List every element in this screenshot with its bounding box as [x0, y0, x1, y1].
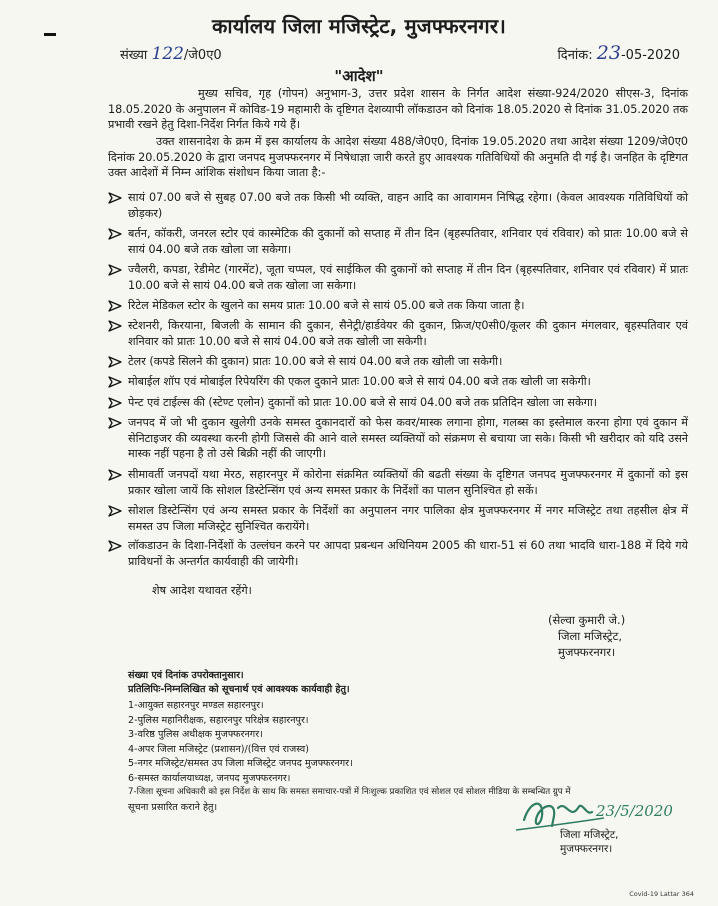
- number-suffix: /जे0ए0: [183, 48, 222, 63]
- closing-line: शेष आदेश यथावत रहेंगे।: [152, 584, 252, 597]
- copy-ref-line: संख्या एवं दिनांक उपरोक्तानुसार।: [128, 670, 244, 681]
- bullet-arrow-icon: [108, 300, 122, 312]
- signatory-place: मुजफ्फरनगर।: [558, 645, 616, 659]
- copy-list-item: 7-जिला सूचना अधिकारी को इस निर्देश के साथ कि समस्त समाचार-पत्रों में निःशुल्क प्रकाशित एवं सोशल एवं सोशल मीडिया के सम्बन्धित ग्रुप में: [128, 787, 571, 797]
- bullet-arrow-icon: [108, 417, 122, 429]
- copy-list-item: 2-पुलिस महानिरीक्षक, सहारनपुर परिक्षेत्र सहारनपुर।: [128, 714, 309, 726]
- intro-paragraph-2: उक्त शासनादेश के क्रम में इस कार्यालय के आदेश संख्या 488/जे0ए0, दिनांक 19.05.2020 तथा आदेश संख्या 1209/जे0ए0 दिनांक 20.05.2020 के द्वारा जनपद मुजफ्फरनगर में निषेधाज्ञा जारी करते हुए आवश्यक गतिविधियों की अनुमति दी गई है। जनहित के दृष्टिगत उक्त आदेशों में निम्न आंशिक संशोधन किया जाता है:-: [108, 135, 688, 179]
- bullet-item: टेलर (कपडे सिलने की दुकान) प्रातः 10.00 बजे से सायं 04.00 बजे तक खोली जा सकेगी।: [128, 355, 503, 368]
- copy-list-item: 6-समस्त कार्यालयाध्यक्ष, जनपद मुजफ्फरनगर।: [128, 772, 291, 784]
- signatory2-designation: जिला मजिस्ट्रेट,: [560, 829, 619, 841]
- bullet-arrow-icon: [108, 469, 122, 481]
- signatory-designation: जिला मजिस्ट्रेट,: [558, 629, 623, 643]
- order-number: [120, 44, 222, 64]
- bullet-item: ज्वैलरी, कपडा, रेडीमेट (गारमेंट), जूता चप्पल, एवं साईकिल की दुकानों को सप्ताह में तीन दिन (बृहस्पतिवार, शनिवार एवं रविवार) में प्रातः 10.00 बजे से सायं 04.00 बजे तक खोला जा सकेगा।: [128, 263, 688, 292]
- bullet-arrow-icon: [108, 264, 122, 276]
- bullet-item: स्टेशनरी, किरयाना, बिजली के सामान की दुकान, सैनेट्री/हार्डवेयर की दुकान, फ्रिज/ए0सी0/कूलर की दुकान मंगलवार, बृहस्पतिवार एवं शनिवार को प्रातः 10.00 बजे से सायं 04.00 बजे तक खोली जा सकेगी।: [128, 319, 688, 348]
- signature-date-handwritten: 23/5/2020: [596, 802, 673, 820]
- bullet-item: सीमावर्ती जनपदों यथा मेरठ, सहारनपुर में कोरोना संक्रमित व्यक्तियों की बढती संख्या के दृष्टिगत जनपद मुजफ्फरनगर में दुकानों को इस प्रकार खोला जायें कि सोशल डिस्टेन्सिंग एवं अन्य समस्त प्रकार के निर्देशों का पालन सुनिश्चित हो सकें।: [128, 468, 688, 497]
- bullet-item: सायं 07.00 बजे से सुबह 07.00 बजे तक किसी भी व्यक्ति, वाहन आदि का आवागमन निषिद्ध रहेगा। (केवल आवश्यक गतिविधियों को छोड़कर): [128, 191, 688, 220]
- bullet-item: मोबाईल शॉप एवं मोबाईल रिपेयरिंग की एकल दुकाने प्रातः 10.00 बजे से सायं 04.00 बजे तक खोली जा सकेगी।: [128, 375, 591, 388]
- number-handwritten: 122: [151, 44, 184, 64]
- bullet-arrow-icon: [108, 505, 122, 517]
- signature-block-2: [560, 828, 618, 856]
- order-heading: "आदेश": [334, 67, 384, 85]
- bullet-arrow-icon: [108, 356, 122, 368]
- bullet-item: पेन्ट एवं टाईल्स की (स्टेण्ट एलोन) दुकानों को प्रातः 10.00 बजे से सायं 04.00 बजे तक प्रतिदिन खोला जा सकेगा।: [128, 396, 598, 409]
- bullet-arrow-icon: [108, 397, 122, 409]
- copy-list-item: 5-नगर मजिस्ट्रेट/समस्त उप जिला मजिस्ट्रेट जनपद मुजफ्फरनगर।: [128, 758, 353, 769]
- bullet-item: जनपद में जो भी दुकान खुलेगी उनके समस्त दुकानदारों को फेस कवर/मास्क लगाना होगा, गलब्स का इस्तेमाल करना होगा एवं दुकान में सेनिटाइजर की व्यवस्था करनी होगी जिससे की आने वाले समस्त व्यक्तियों को संक्रमण से बचाया जा सके। किसी भी खरीदार को यदि उसने मास्क नहीं पहना है तो उसे बिक्री नहीं की जाएगी।: [128, 416, 688, 460]
- copy-list-item: सूचना प्रसारित कराने हेतु।: [128, 801, 218, 813]
- bullet-arrow-icon: [108, 192, 122, 204]
- number-label: संख्या: [120, 48, 148, 63]
- copy-list-item: 4-अपर जिला मजिस्ट्रेट (प्रशासन)/(वित्त एवं राजस्व): [128, 743, 310, 755]
- bullet-item: लॉकडाउन के दिशा-निर्देशों के उल्लंघन करने पर आपदा प्रबन्धन अधिनियम 2005 की धारा-51 सं 60 तथा भादवि धारा-188 में दिये गये प्राविधनों के अन्तर्गत कार्यवाही की जायेगी।: [128, 539, 688, 568]
- order-date: [557, 42, 680, 64]
- bullet-arrow-icon: [108, 540, 122, 552]
- copy-list-item: 1-आयुक्त सहारनपुर मण्डल सहारनपुर।: [128, 700, 264, 711]
- signature-block-1: [548, 612, 625, 660]
- intro-paragraph-1: मुख्य सचिव, गृह (गोपन) अनुभाग-3, उत्तर प्रदेश शासन के निर्गत आदेश संख्या-924/2020 सीएस-3, दिनांक 18.05.2020 के अनुपालन में कोविड-19 महामारी के दृष्टिगत देशव्यापी लॉकडाउन को दिनांक 18.05.2020 से दिनांक 31.05.2020 तक प्रभावी रखने हेतु दिशा-निर्देश निर्गत किये गये हैं।: [108, 87, 688, 131]
- date-rest: -05-2020: [620, 48, 680, 63]
- signatory2-place: मुजफ्फरनगर।: [560, 843, 613, 855]
- date-day-handwritten: 23: [596, 42, 621, 64]
- bullet-item: बर्तन, कॉकरी, जनरल स्टोर एवं कास्मेटिक की दुकानों को सप्ताह में तीन दिन (बृहस्पतिवार, शनिवार एवं रविवार) को प्रातः 10.00 बजे से सायं 04.00 बजे तक खोला जा सकेगा।: [128, 227, 688, 256]
- bullet-arrow-icon: [108, 320, 122, 332]
- office-title: कार्यालय जिला मजिस्ट्रेट, मुजफ्फरनगर।: [211, 14, 507, 38]
- copy-list-item: 3-वरिष्ठ पुलिस अधीक्षक मुजफ्फरनगर।: [128, 729, 263, 740]
- bullet-arrow-icon: [108, 228, 122, 240]
- bullet-arrow-icon: [108, 376, 122, 388]
- footer-code: Covid-19 Lattar 364: [629, 890, 694, 898]
- date-label: दिनांक:: [557, 48, 593, 63]
- copy-heading: प्रतिलिपिः-निम्नलिखित को सूचनार्थ एवं आवश्यक कार्यवाही हेतु।: [128, 684, 350, 695]
- bullet-item: सोशल डिस्टेन्सिंग एवं अन्य समस्त प्रकार के निर्देशों का अनुपालन नगर पालिका क्षेत्र मुजफ्फरनगर में नगर मजिस्ट्रेट तथा तहसील क्षेत्र में समस्त उप जिला मजिस्ट्रेट सुनिश्चित करायेंगे।: [128, 504, 688, 533]
- signatory-name: (सेल्वा कुमारी जे.): [548, 613, 626, 627]
- bullet-item: रिटेल मेडिकल स्टोर के खुलने का समय प्रातः 10.00 बजे से सायं 05.00 बजे तक किया जाता है।: [128, 299, 525, 312]
